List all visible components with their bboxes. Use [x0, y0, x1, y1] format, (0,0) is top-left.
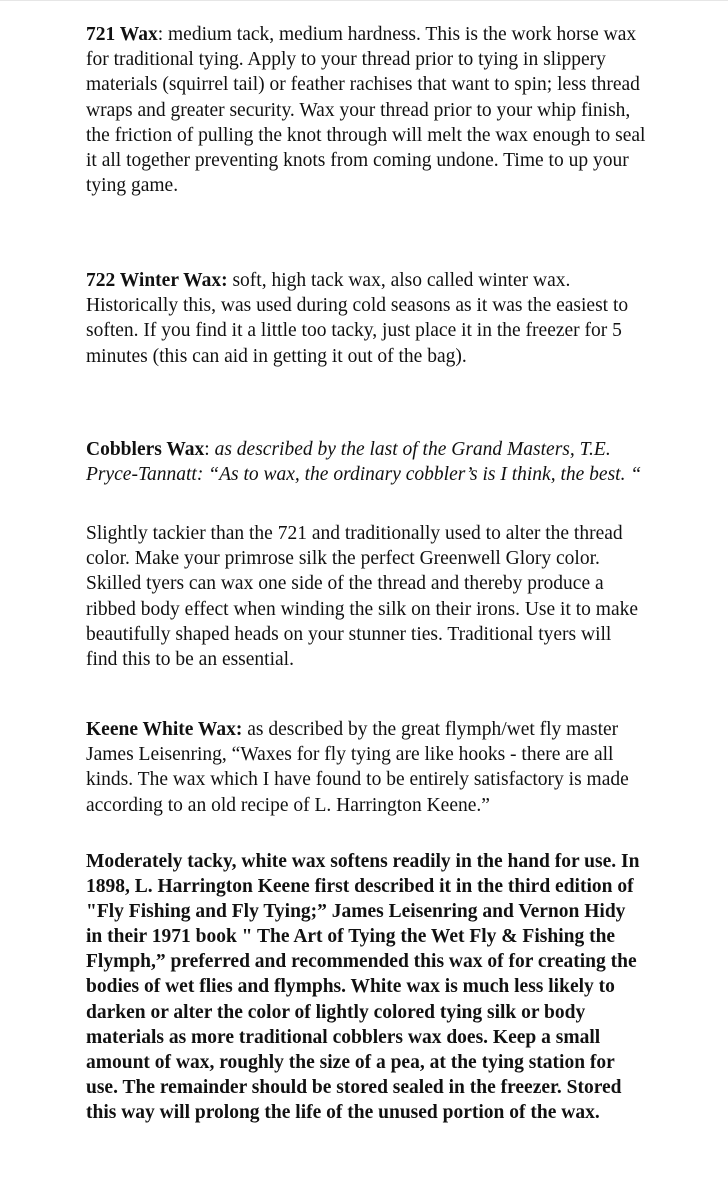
- wax-722-text: soft, high tack wax, also called winter wax. Historically this, was used during cold seasons as it was the easiest to soften. If you find it a little too tacky, just place it in the freezer for 5 minutes (this can aid in getting it out of the bag).: [86, 270, 629, 367]
- cobblers-wax-quote: as described by the last of the Grand Masters, T.E. Pryce-Tannatt: “As to wax, the ordinary cobbler’s is I think, the best. “: [86, 439, 642, 486]
- wax-721-heading: 721 Wax: [86, 24, 158, 45]
- keene-white-wax-body: Moderately tacky, white wax softens readily in the hand for use. In 1898, L. Harrington Keene first described it in the third edition of "Fly Fishing and Fly Tying;” James Leisenring and Vernon Hidy in their 1971 book " The Art of Tying the Wet Fly & Fishing the Flymph,” preferred and recommended this wax of for creating the bodies of wet flies and flymphs. White wax is much less likely to darken or alter the color of lightly colored tying silk or body materials as more traditional cobblers wax does. Keep a small amount of wax, roughly the size of a pea, at the tying station for use. The remainder should be stored sealed in the freezer. Stored this way will prolong the life of the unused portion of the wax.: [86, 851, 640, 1123]
- cobblers-wax-intro: [86, 437, 646, 487]
- keene-white-wax-quote: as described by the great flymph/wet fly master James Leisenring, “Waxes for fly tying are like hooks - there are all kinds. The wax which I have found to be entirely satisfactory is made according to an old recipe of L. Harrington Keene.”: [86, 719, 629, 816]
- wax-722-paragraph: [86, 268, 646, 369]
- wax-722-heading: 722 Winter Wax:: [86, 270, 228, 291]
- wax-721-paragraph: [86, 22, 646, 198]
- cobblers-wax-body: Slightly tackier than the 721 and traditionally used to alter the thread color. Make your primrose silk the perfect Greenwell Glory color. Skilled tyers can wax one side of the thread and thereby produce a ribbed body effect when winding the silk on their irons. Use it to make beautifully shaped heads on your stunner ties. Traditional tyers will find this to be an essential.: [86, 523, 639, 671]
- cobblers-wax-separator: :: [204, 439, 210, 460]
- keene-white-wax-intro: [86, 717, 646, 818]
- wax-721-separator: :: [157, 24, 164, 45]
- wax-721-text: medium tack, medium hardness. This is the work horse wax for traditional tying. Apply to your thread prior to tying in slippery materials (squirrel tail) or feather rachises that want to spin; less thread wraps and greater security. Wax your thread prior to your whip finish, the friction of pulling the knot through will melt the wax enough to seal it all together preventing knots from coming undone. Time to up your tying game.: [86, 24, 646, 197]
- keene-white-wax-heading: Keene White Wax:: [86, 719, 243, 740]
- cobblers-wax-heading: Cobblers Wax: [86, 439, 205, 460]
